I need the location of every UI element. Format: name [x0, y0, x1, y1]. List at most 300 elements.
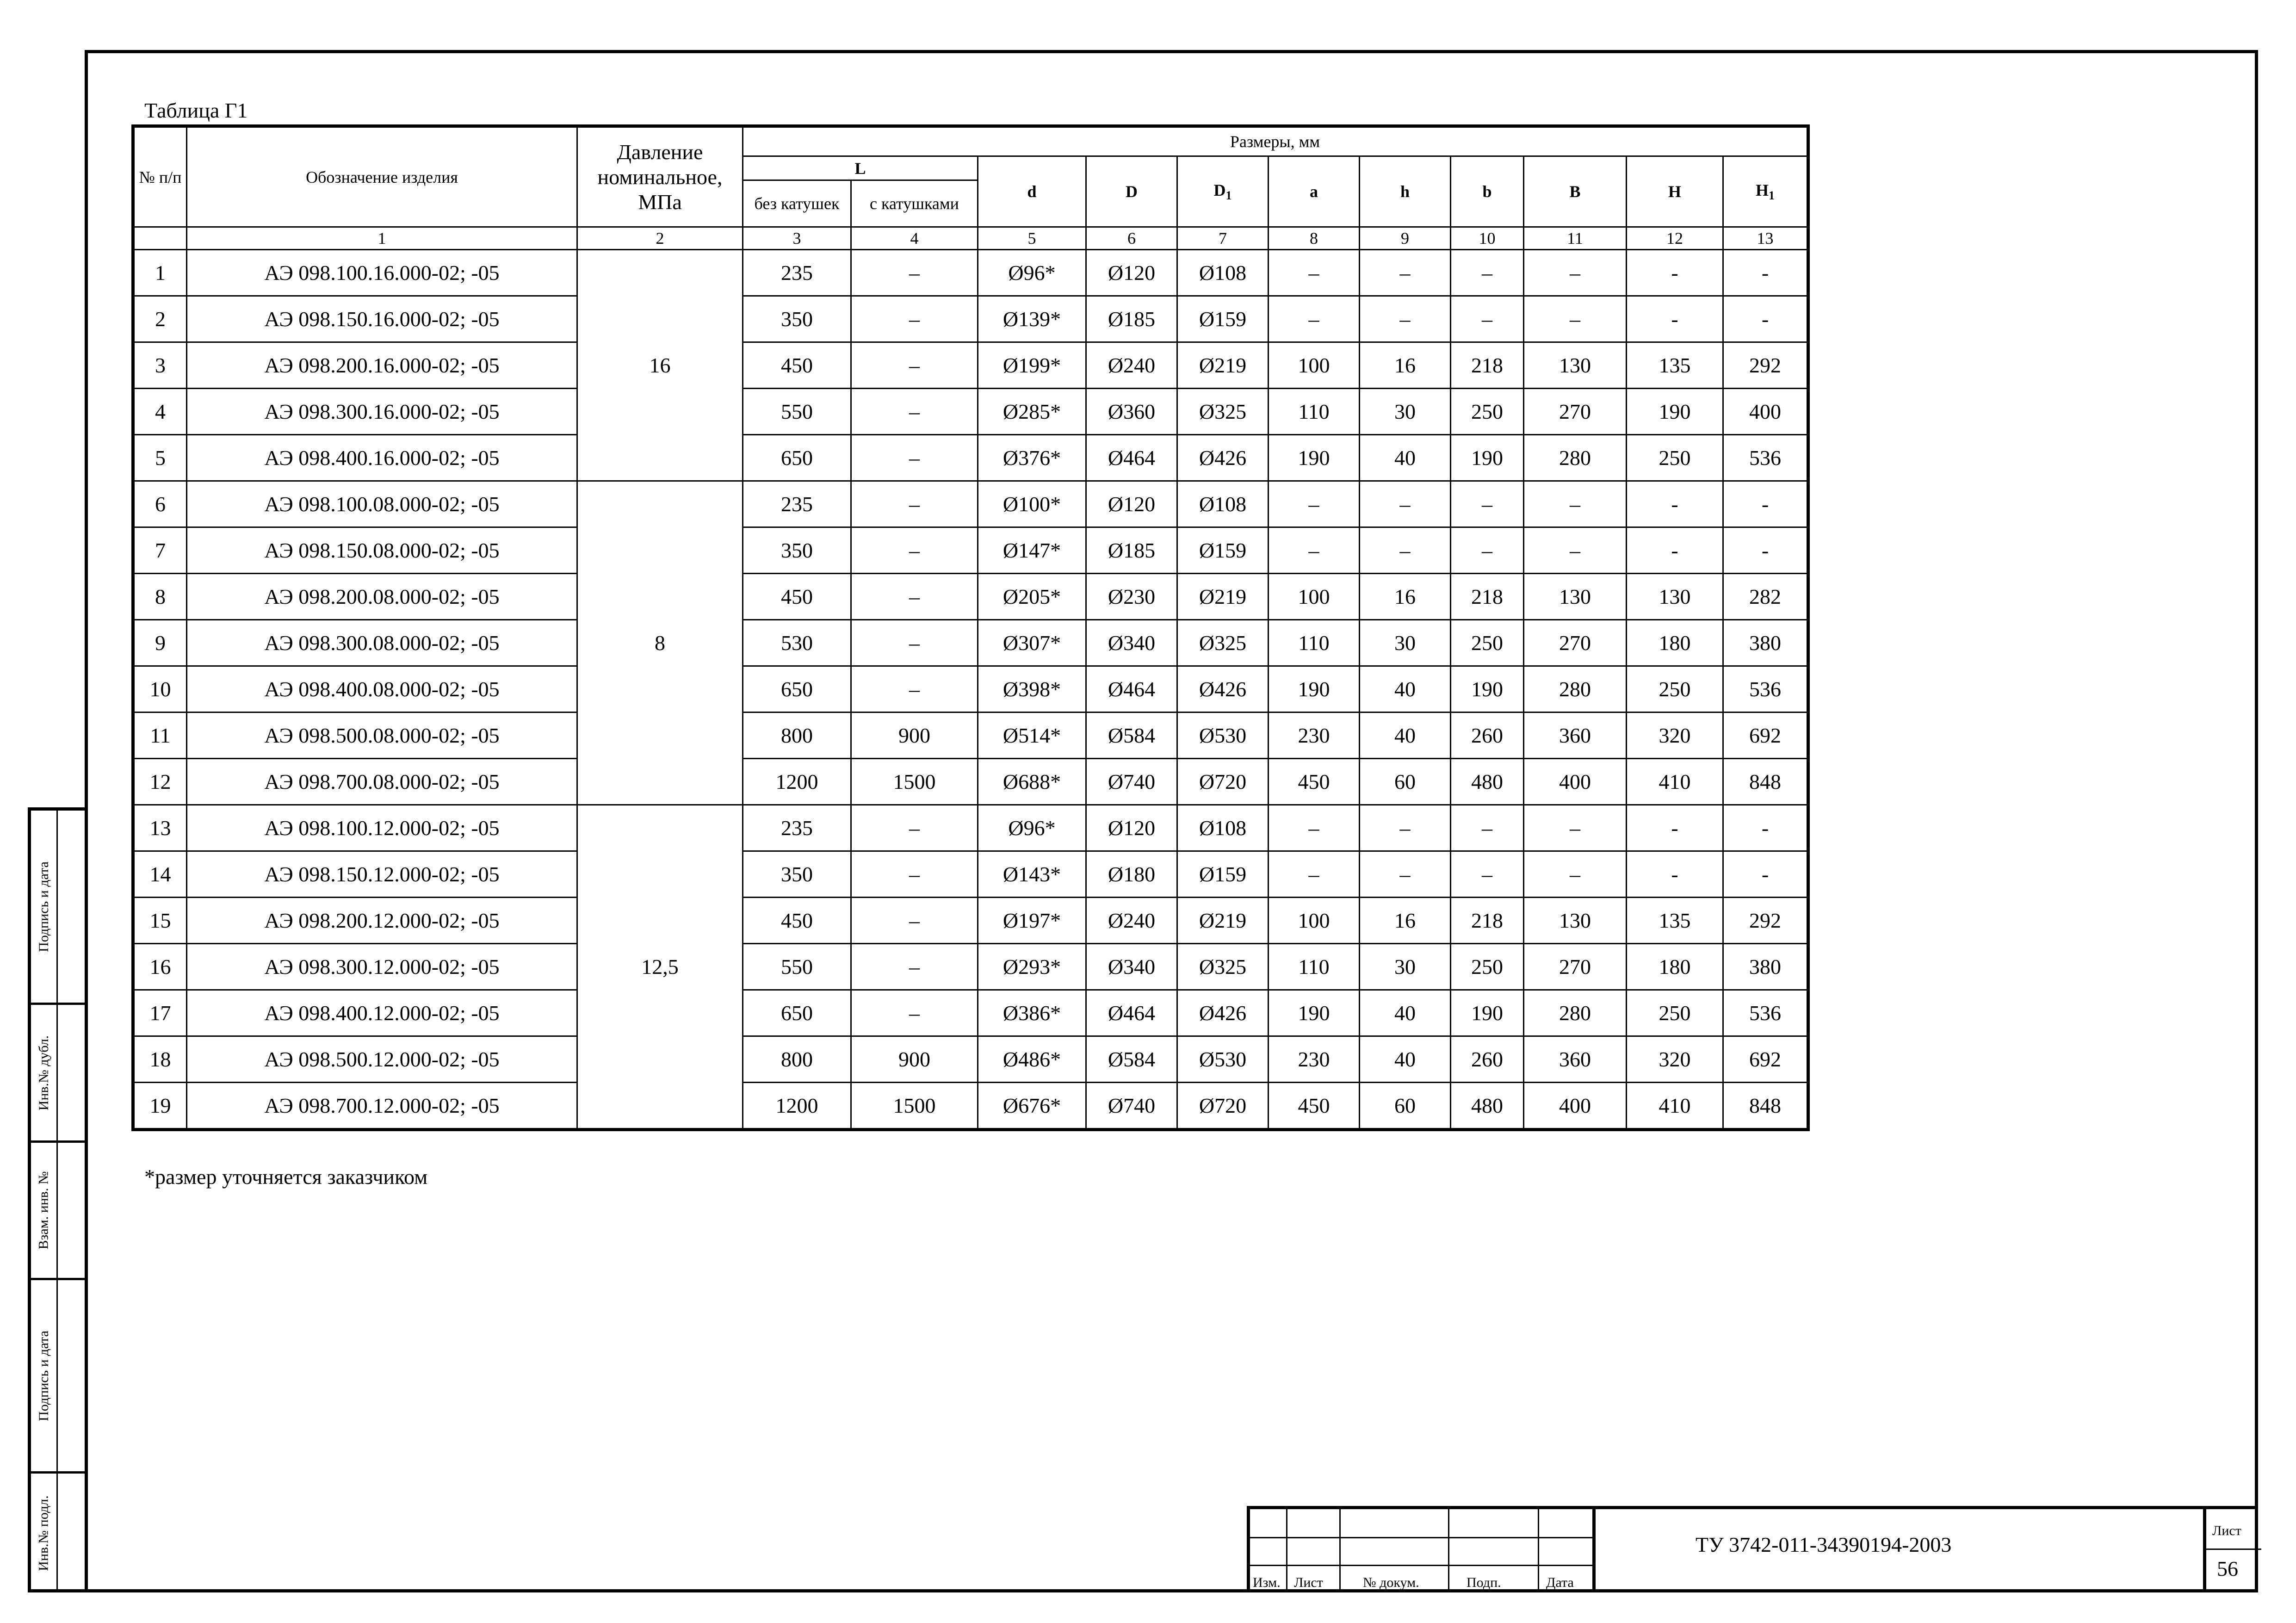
cell-H1: -	[1723, 296, 1807, 342]
col-number: 4	[851, 227, 978, 250]
dimensions-table	[133, 126, 1808, 1129]
cell-h: –	[1360, 481, 1451, 527]
cell-B: –	[1524, 296, 1627, 342]
header-L: L	[743, 156, 978, 180]
cell-D1: Ø426	[1177, 435, 1269, 481]
cell-L-with: –	[851, 805, 978, 851]
side-cell-inv-podl	[31, 1474, 85, 1592]
table-row	[134, 389, 1807, 435]
cell-H1: -	[1723, 805, 1807, 851]
header-D: D	[1086, 156, 1177, 227]
cell-num: 13	[134, 805, 187, 851]
cell-H1: -	[1723, 481, 1807, 527]
stamp-line	[1592, 1509, 1596, 1592]
cell-L-without: 235	[743, 250, 851, 296]
side-cell-signature-date-1	[31, 811, 85, 1003]
cell-D1: Ø720	[1177, 1083, 1269, 1129]
cell-L-with: –	[851, 574, 978, 620]
cell-L-without: 800	[743, 712, 851, 759]
cell-designation: АЭ 098.300.16.000-02; -05	[187, 389, 577, 435]
cell-a: 100	[1269, 574, 1360, 620]
cell-L-without: 650	[743, 990, 851, 1036]
stamp-label-list: Лист	[1294, 1575, 1323, 1590]
stamp-label-data: Дата	[1546, 1575, 1574, 1590]
table-row	[134, 342, 1807, 389]
side-label-signature-date-2: Подпись и дата	[36, 1330, 52, 1421]
header-without-coils: без катушек	[743, 180, 851, 227]
cell-b: 480	[1451, 759, 1524, 805]
cell-D: Ø464	[1086, 666, 1177, 712]
cell-H: 130	[1627, 574, 1723, 620]
cell-num: 12	[134, 759, 187, 805]
stamp-line	[1339, 1509, 1341, 1592]
table-row	[134, 620, 1807, 666]
cell-L-with: –	[851, 527, 978, 574]
cell-d: Ø688*	[978, 759, 1086, 805]
cell-b: 218	[1451, 574, 1524, 620]
side-cell-signature-date-2	[31, 1280, 85, 1471]
stamp-line	[2203, 1549, 2261, 1550]
cell-h: –	[1360, 296, 1451, 342]
cell-a: 450	[1269, 759, 1360, 805]
cell-D1: Ø325	[1177, 389, 1269, 435]
cell-L-with: –	[851, 666, 978, 712]
side-strip	[28, 807, 85, 1592]
cell-D: Ø180	[1086, 851, 1177, 898]
cell-d: Ø96*	[978, 250, 1086, 296]
cell-B: 360	[1524, 712, 1627, 759]
header-designation: Обозначение изделия	[187, 127, 577, 227]
stamp-label-podp: Подп.	[1467, 1575, 1501, 1590]
header-D1	[1177, 156, 1269, 227]
cell-H1: 292	[1723, 898, 1807, 944]
cell-H: 250	[1627, 435, 1723, 481]
cell-H1: 536	[1723, 666, 1807, 712]
table-row	[134, 435, 1807, 481]
cell-designation: АЭ 098.700.12.000-02; -05	[187, 1083, 577, 1129]
cell-b: 190	[1451, 435, 1524, 481]
header-with-coils: с катушками	[851, 180, 978, 227]
col-number: 9	[1360, 227, 1451, 250]
cell-B: 360	[1524, 1036, 1627, 1083]
cell-d: Ø205*	[978, 574, 1086, 620]
stamp-label-doc-num: № докум.	[1363, 1575, 1419, 1590]
cell-D1: Ø720	[1177, 759, 1269, 805]
table-row	[134, 712, 1807, 759]
cell-num: 8	[134, 574, 187, 620]
cell-L-without: 550	[743, 389, 851, 435]
table-row	[134, 1083, 1807, 1129]
col-number: 12	[1627, 227, 1723, 250]
cell-h: 16	[1360, 898, 1451, 944]
header-num: № п/п	[134, 127, 187, 227]
cell-H: 250	[1627, 666, 1723, 712]
table-row	[134, 805, 1807, 851]
cell-H1: 292	[1723, 342, 1807, 389]
cell-h: 60	[1360, 1083, 1451, 1129]
cell-H1: 400	[1723, 389, 1807, 435]
cell-L-with: –	[851, 296, 978, 342]
cell-L-with: –	[851, 851, 978, 898]
cell-H: 250	[1627, 990, 1723, 1036]
cell-h: 40	[1360, 990, 1451, 1036]
cell-b: –	[1451, 481, 1524, 527]
table-row	[134, 851, 1807, 898]
header-D1-main: D	[1213, 180, 1226, 199]
cell-a: 190	[1269, 990, 1360, 1036]
cell-designation: АЭ 098.400.12.000-02; -05	[187, 990, 577, 1036]
cell-a: 190	[1269, 666, 1360, 712]
cell-D: Ø185	[1086, 296, 1177, 342]
cell-H: 410	[1627, 1083, 1723, 1129]
table-row	[134, 990, 1807, 1036]
cell-d: Ø307*	[978, 620, 1086, 666]
cell-L-with: 1500	[851, 1083, 978, 1129]
cell-L-without: 350	[743, 296, 851, 342]
cell-L-with: –	[851, 620, 978, 666]
cell-H: -	[1627, 527, 1723, 574]
table-row	[134, 759, 1807, 805]
cell-d: Ø376*	[978, 435, 1086, 481]
cell-D: Ø240	[1086, 898, 1177, 944]
cell-B: –	[1524, 527, 1627, 574]
stamp-label-izm: Изм.	[1253, 1575, 1281, 1590]
cell-d: Ø398*	[978, 666, 1086, 712]
cell-D1: Ø219	[1177, 342, 1269, 389]
cell-L-without: 1200	[743, 1083, 851, 1129]
cell-h: –	[1360, 527, 1451, 574]
cell-L-with: 900	[851, 712, 978, 759]
cell-L-with: –	[851, 944, 978, 990]
stamp-line	[1538, 1509, 1539, 1592]
cell-h: 16	[1360, 574, 1451, 620]
cell-H1: 380	[1723, 620, 1807, 666]
cell-designation: АЭ 098.300.12.000-02; -05	[187, 944, 577, 990]
cell-num: 14	[134, 851, 187, 898]
cell-a: 230	[1269, 712, 1360, 759]
cell-B: 130	[1524, 898, 1627, 944]
cell-b: 190	[1451, 990, 1524, 1036]
cell-num: 16	[134, 944, 187, 990]
cell-H: 180	[1627, 944, 1723, 990]
cell-designation: АЭ 098.100.08.000-02; -05	[187, 481, 577, 527]
cell-b: 260	[1451, 1036, 1524, 1083]
stamp-line	[2203, 1509, 2206, 1592]
cell-num: 2	[134, 296, 187, 342]
cell-d: Ø96*	[978, 805, 1086, 851]
cell-L-with: –	[851, 990, 978, 1036]
cell-B: 270	[1524, 944, 1627, 990]
col-number: 11	[1524, 227, 1627, 250]
cell-d: Ø285*	[978, 389, 1086, 435]
cell-D: Ø360	[1086, 389, 1177, 435]
cell-D: Ø120	[1086, 805, 1177, 851]
cell-b: –	[1451, 527, 1524, 574]
header-H1	[1723, 156, 1807, 227]
cell-d: Ø147*	[978, 527, 1086, 574]
side-label-inv-dubl: Инв.№ дубл.	[36, 1035, 51, 1110]
table-row	[134, 898, 1807, 944]
header-dimensions: Размеры, мм	[743, 127, 1807, 156]
cell-D1: Ø108	[1177, 805, 1269, 851]
cell-H: -	[1627, 851, 1723, 898]
cell-num: 4	[134, 389, 187, 435]
header-H1-sub: 1	[1769, 189, 1775, 203]
stamp-line	[1448, 1509, 1449, 1592]
cell-D: Ø740	[1086, 759, 1177, 805]
cell-D: Ø464	[1086, 435, 1177, 481]
cell-designation: АЭ 098.100.16.000-02; -05	[187, 250, 577, 296]
cell-D1: Ø426	[1177, 990, 1269, 1036]
cell-b: 190	[1451, 666, 1524, 712]
table-row	[134, 944, 1807, 990]
cell-B: 400	[1524, 1083, 1627, 1129]
cell-a: 100	[1269, 898, 1360, 944]
cell-H: 135	[1627, 342, 1723, 389]
cell-designation: АЭ 098.300.08.000-02; -05	[187, 620, 577, 666]
table-row	[134, 481, 1807, 527]
cell-D1: Ø219	[1177, 574, 1269, 620]
table-row	[134, 527, 1807, 574]
cell-B: 400	[1524, 759, 1627, 805]
cell-num: 15	[134, 898, 187, 944]
cell-a: 110	[1269, 389, 1360, 435]
cell-D1: Ø159	[1177, 527, 1269, 574]
stamp-line	[1286, 1509, 1287, 1592]
cell-D: Ø584	[1086, 712, 1177, 759]
side-label-vzam-inv: Взам. инв. №	[36, 1171, 51, 1250]
cell-num: 5	[134, 435, 187, 481]
cell-D1: Ø530	[1177, 1036, 1269, 1083]
cell-h: 30	[1360, 620, 1451, 666]
cell-L-with: –	[851, 389, 978, 435]
cell-B: 270	[1524, 620, 1627, 666]
footnote: *размер уточняется заказчиком	[144, 1165, 428, 1189]
cell-D: Ø240	[1086, 342, 1177, 389]
cell-L-without: 350	[743, 527, 851, 574]
cell-H: -	[1627, 296, 1723, 342]
cell-D1: Ø219	[1177, 898, 1269, 944]
cell-designation: АЭ 098.500.12.000-02; -05	[187, 1036, 577, 1083]
cell-H: 190	[1627, 389, 1723, 435]
stamp-line	[1250, 1565, 1592, 1566]
col-number: 6	[1086, 227, 1177, 250]
cell-designation: АЭ 098.200.08.000-02; -05	[187, 574, 577, 620]
cell-D: Ø185	[1086, 527, 1177, 574]
cell-d: Ø676*	[978, 1083, 1086, 1129]
cell-B: 280	[1524, 666, 1627, 712]
cell-designation: АЭ 098.200.16.000-02; -05	[187, 342, 577, 389]
sheet-number: 56	[2217, 1557, 2238, 1580]
cell-D: Ø464	[1086, 990, 1177, 1036]
cell-num: 18	[134, 1036, 187, 1083]
cell-a: –	[1269, 250, 1360, 296]
cell-pressure: 8	[577, 481, 743, 805]
col-number: 10	[1451, 227, 1524, 250]
document-code-text: ТУ 3742-011-34390194-2003	[1696, 1533, 1952, 1556]
cell-a: 230	[1269, 1036, 1360, 1083]
cell-b: –	[1451, 250, 1524, 296]
cell-B: 270	[1524, 389, 1627, 435]
cell-L-without: 800	[743, 1036, 851, 1083]
cell-h: 40	[1360, 666, 1451, 712]
cell-h: 16	[1360, 342, 1451, 389]
title-block	[1247, 1506, 2258, 1592]
cell-num: 17	[134, 990, 187, 1036]
cell-d: Ø100*	[978, 481, 1086, 527]
cell-H1: 536	[1723, 990, 1807, 1036]
cell-a: 190	[1269, 435, 1360, 481]
cell-h: 30	[1360, 389, 1451, 435]
sheet-label: Лист	[2212, 1523, 2241, 1538]
cell-H1: -	[1723, 851, 1807, 898]
cell-b: 250	[1451, 389, 1524, 435]
cell-D1: Ø426	[1177, 666, 1269, 712]
cell-L-without: 550	[743, 944, 851, 990]
cell-L-without: 235	[743, 481, 851, 527]
cell-a: –	[1269, 296, 1360, 342]
cell-a: 450	[1269, 1083, 1360, 1129]
table-row	[134, 574, 1807, 620]
cell-D1: Ø325	[1177, 620, 1269, 666]
cell-D: Ø120	[1086, 250, 1177, 296]
cell-L-with: –	[851, 435, 978, 481]
col-number: 5	[978, 227, 1086, 250]
cell-L-with: –	[851, 481, 978, 527]
cell-B: 130	[1524, 342, 1627, 389]
cell-H1: -	[1723, 527, 1807, 574]
cell-D1: Ø530	[1177, 712, 1269, 759]
col-number: 3	[743, 227, 851, 250]
cell-H1: 380	[1723, 944, 1807, 990]
column-number-row	[134, 227, 1807, 250]
side-cell-inv-dubl	[31, 1005, 85, 1140]
cell-a: 110	[1269, 620, 1360, 666]
cell-d: Ø514*	[978, 712, 1086, 759]
cell-D1: Ø159	[1177, 296, 1269, 342]
cell-D: Ø340	[1086, 620, 1177, 666]
cell-h: 40	[1360, 712, 1451, 759]
table-row	[134, 250, 1807, 296]
cell-designation: АЭ 098.150.12.000-02; -05	[187, 851, 577, 898]
cell-B: –	[1524, 250, 1627, 296]
cell-designation: АЭ 098.500.08.000-02; -05	[187, 712, 577, 759]
cell-d: Ø143*	[978, 851, 1086, 898]
cell-designation: АЭ 098.150.16.000-02; -05	[187, 296, 577, 342]
side-label-inv-podl: Инв.№ подл.	[36, 1495, 51, 1571]
cell-h: –	[1360, 250, 1451, 296]
cell-D1: Ø108	[1177, 250, 1269, 296]
cell-designation: АЭ 098.400.08.000-02; -05	[187, 666, 577, 712]
cell-pressure: 16	[577, 250, 743, 481]
cell-L-with: –	[851, 250, 978, 296]
cell-D: Ø230	[1086, 574, 1177, 620]
cell-h: 40	[1360, 435, 1451, 481]
cell-L-with: 1500	[851, 759, 978, 805]
cell-D1: Ø108	[1177, 481, 1269, 527]
cell-H1: -	[1723, 250, 1807, 296]
cell-d: Ø293*	[978, 944, 1086, 990]
cell-a: –	[1269, 527, 1360, 574]
cell-L-without: 650	[743, 435, 851, 481]
col-number-blank	[134, 227, 187, 250]
cell-b: 250	[1451, 620, 1524, 666]
cell-b: –	[1451, 805, 1524, 851]
cell-D1: Ø325	[1177, 944, 1269, 990]
header-d: d	[978, 156, 1086, 227]
cell-L-without: 450	[743, 342, 851, 389]
cell-B: –	[1524, 851, 1627, 898]
cell-B: –	[1524, 481, 1627, 527]
cell-H: 410	[1627, 759, 1723, 805]
cell-h: 30	[1360, 944, 1451, 990]
cell-H1: 692	[1723, 1036, 1807, 1083]
cell-b: 480	[1451, 1083, 1524, 1129]
cell-b: 260	[1451, 712, 1524, 759]
cell-b: 218	[1451, 342, 1524, 389]
side-cell-vzam-inv	[31, 1143, 85, 1278]
cell-B: 280	[1524, 990, 1627, 1036]
cell-a: –	[1269, 481, 1360, 527]
side-label-signature-date-1: Подпись и дата	[36, 861, 52, 952]
cell-L-with: –	[851, 342, 978, 389]
header-D1-sub: 1	[1225, 189, 1232, 203]
cell-a: –	[1269, 851, 1360, 898]
cell-h: –	[1360, 805, 1451, 851]
header-b: b	[1451, 156, 1524, 227]
cell-designation: АЭ 098.200.12.000-02; -05	[187, 898, 577, 944]
cell-num: 19	[134, 1083, 187, 1129]
cell-designation: АЭ 098.150.08.000-02; -05	[187, 527, 577, 574]
cell-H: 135	[1627, 898, 1723, 944]
cell-H: -	[1627, 250, 1723, 296]
cell-d: Ø197*	[978, 898, 1086, 944]
cell-L-without: 530	[743, 620, 851, 666]
cell-B: –	[1524, 805, 1627, 851]
cell-L-without: 450	[743, 898, 851, 944]
cell-H: -	[1627, 805, 1723, 851]
cell-D: Ø740	[1086, 1083, 1177, 1129]
cell-H: 320	[1627, 712, 1723, 759]
header-pressure: Давление номинальное, МПа	[577, 127, 743, 227]
cell-L-without: 450	[743, 574, 851, 620]
cell-num: 11	[134, 712, 187, 759]
header-h: h	[1360, 156, 1451, 227]
cell-h: 60	[1360, 759, 1451, 805]
cell-H: 180	[1627, 620, 1723, 666]
cell-num: 7	[134, 527, 187, 574]
table-body	[134, 250, 1807, 1129]
cell-H1: 848	[1723, 759, 1807, 805]
col-number: 13	[1723, 227, 1807, 250]
col-number: 7	[1177, 227, 1269, 250]
cell-H1: 692	[1723, 712, 1807, 759]
table-title: Таблица Г1	[144, 99, 248, 122]
header-H1-main: H	[1756, 180, 1769, 199]
cell-num: 10	[134, 666, 187, 712]
table-row	[134, 666, 1807, 712]
header-B: B	[1524, 156, 1627, 227]
table-row	[134, 1036, 1807, 1083]
cell-a: 110	[1269, 944, 1360, 990]
cell-d: Ø486*	[978, 1036, 1086, 1083]
cell-H: -	[1627, 481, 1723, 527]
table-row	[134, 296, 1807, 342]
cell-h: –	[1360, 851, 1451, 898]
cell-L-without: 350	[743, 851, 851, 898]
cell-d: Ø199*	[978, 342, 1086, 389]
cell-num: 9	[134, 620, 187, 666]
